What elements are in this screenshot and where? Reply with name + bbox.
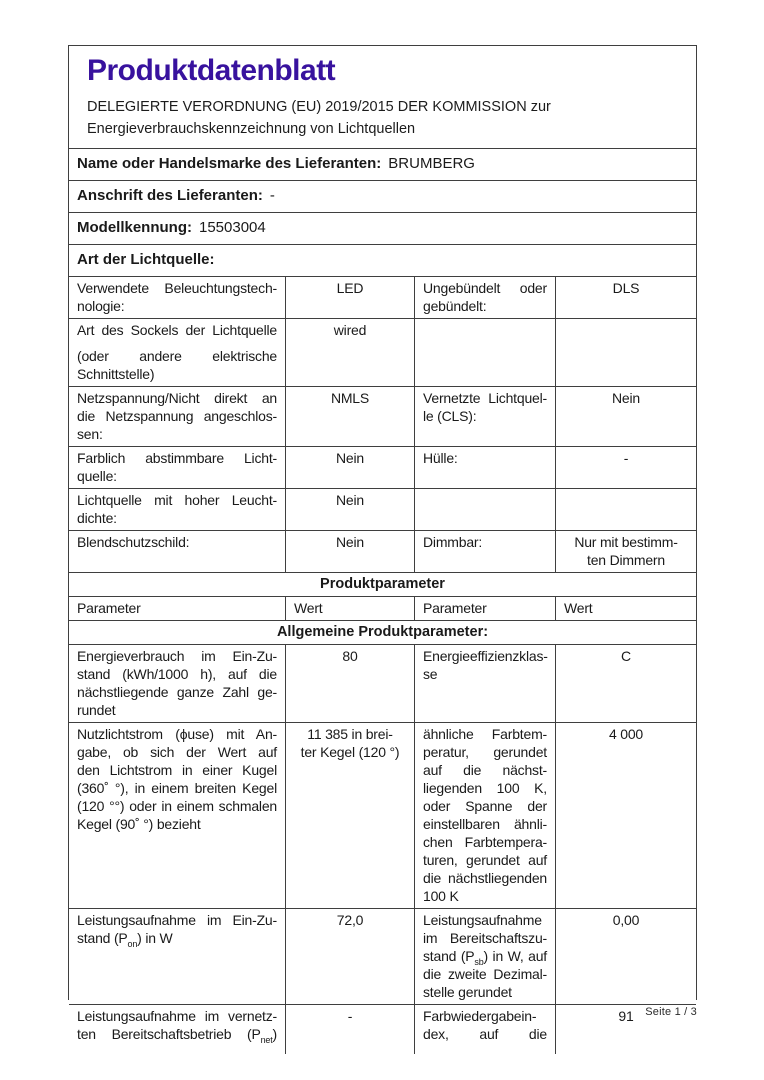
spec-label: ähnliche Farbtem- peratur, gerundet auf die nächst- liegenden 100 K, oder Spanne der einstellbaren ähnli- chen Farbtempera- turen, gerundet auf die nächstliegenden 100 K xyxy=(415,723,556,908)
spec-value: C xyxy=(621,648,631,664)
supplier-address-row xyxy=(69,181,696,213)
spec-label xyxy=(415,319,556,386)
spec-label: Leistungsaufnahme im Bereitschaftszu- stand $(P_{sb})$ in W, auf die zweite Dezimal- stelle gerundet xyxy=(415,909,556,1004)
spec-label: Leistungsaufnahme im Ein-Zu- stand $(P_{on})$ in W xyxy=(69,909,286,1004)
supplier-name-value: BRUMBERG xyxy=(388,155,475,172)
section-header-row xyxy=(69,573,696,597)
section-header-row xyxy=(69,621,696,645)
spec-value: - xyxy=(623,450,629,466)
spec-label: Farblich abstimmbare Licht- quelle: xyxy=(69,447,286,488)
spec-label: Dimmbar: xyxy=(415,531,556,572)
spec-value: Nein xyxy=(286,531,415,572)
spec-value: LED xyxy=(286,277,415,318)
spec-value: Nur mit bestimm- ten Dimmern xyxy=(574,534,678,568)
light-source-type-label: Art der Lichtquelle: xyxy=(77,251,215,268)
supplier-address-label: Anschrift des Lieferanten: xyxy=(77,187,263,204)
spec-label: Blendschutzschild: xyxy=(69,531,286,572)
light-source-type-row xyxy=(69,245,696,277)
spec-label xyxy=(415,489,556,530)
title-block xyxy=(69,46,696,148)
page-number: Seite 1 / 3 xyxy=(645,1006,697,1018)
spec-value: NMLS xyxy=(286,387,415,446)
spec-value: 11 385 in brei- ter Kegel (120 °) xyxy=(286,723,415,908)
section-title-allgemeine: Allgemeine Produktparameter: xyxy=(276,624,489,640)
supplier-name-label: Name oder Handelsmarke des Lieferanten: xyxy=(77,155,382,172)
spec-label: Farbwiedergabein- dex, auf die xyxy=(415,1005,556,1054)
model-id-row xyxy=(69,213,696,245)
model-id-label: Modellkennung: xyxy=(77,219,192,236)
table-row xyxy=(69,319,696,387)
spec-value: - xyxy=(286,1005,415,1054)
page-title: Produktdatenblatt xyxy=(87,54,336,87)
table-row xyxy=(69,489,696,531)
spec-label: Hülle: xyxy=(415,447,556,488)
table-row xyxy=(69,387,696,447)
table-row xyxy=(69,277,696,319)
spec-value: Nein xyxy=(612,390,640,406)
spec-value: wired xyxy=(286,319,415,386)
supplier-name-row xyxy=(69,149,696,181)
spec-label: Lichtquelle mit hoher Leucht- dichte: xyxy=(69,489,286,530)
supplier-address-value: - xyxy=(269,187,275,204)
spec-value: 80 xyxy=(286,645,415,722)
subtitle-line-1: DELEGIERTE VERORDNUNG (EU) 2019/2015 DER KOMMISSION zur xyxy=(87,99,551,115)
table-row xyxy=(69,447,696,489)
title-block-row xyxy=(69,46,696,149)
spec-value xyxy=(556,319,696,386)
spec-label: Netzspannung/Nicht direkt an die Netzspannung angeschlos- sen: xyxy=(69,387,286,446)
regulation-subtitle xyxy=(87,96,678,140)
subtitle-line-2: Energieverbrauchskennzeichnung von Lichtquellen xyxy=(87,121,416,137)
spec-value xyxy=(556,489,696,530)
spec-label: Art des Sockels der Lichtquelle (oder andere elektrische Schnittstelle) xyxy=(69,319,286,386)
table-row-clipped xyxy=(69,1005,696,1054)
spec-label: Leistungsaufnahme im vernetz- ten Bereitschaftsbetrieb $(P_{net})$ xyxy=(69,1005,286,1054)
column-header: Wert xyxy=(286,597,415,620)
column-header: Wert xyxy=(564,600,593,616)
spec-value: Nein xyxy=(286,489,415,530)
spec-label: Energieeffizienzklas- se xyxy=(415,645,556,722)
table-row xyxy=(69,645,696,723)
spec-value: 72,0 xyxy=(286,909,415,1004)
section-title-produktparameter: Produktparameter xyxy=(320,576,445,592)
table-row xyxy=(69,531,696,573)
spec-label: Nutzlichtstrom (ϕuse) mit An- gabe, ob sich der Wert auf den Lichtstrom in einer Kugel (360˚ °), in einem breiten Kegel (120 °°) oder in einem schmalen Kegel (90˚ °) bezieht xyxy=(69,723,286,908)
column-header: Parameter xyxy=(69,597,286,620)
table-row xyxy=(69,723,696,909)
spec-value: 91 xyxy=(618,1008,634,1024)
column-header: Parameter xyxy=(415,597,556,620)
spec-value: 4 000 xyxy=(608,726,644,742)
spec-value: DLS xyxy=(612,280,640,296)
spec-value: 0,00 xyxy=(612,912,640,928)
spec-value: Nein xyxy=(286,447,415,488)
table-row xyxy=(69,909,696,1005)
column-header-row xyxy=(69,597,696,621)
spec-label: Ungebündelt oder gebündelt: xyxy=(415,277,556,318)
spec-label: Energieverbrauch im Ein-Zu- stand (kWh/1000 h), auf die nächstliegende ganze Zahl ge- rundet xyxy=(69,645,286,722)
spec-label: Vernetzte Lichtquel- le (CLS): xyxy=(415,387,556,446)
model-id-value: 15503004 xyxy=(199,219,266,236)
spec-label: Verwendete Beleuchtungstech- nologie: xyxy=(69,277,286,318)
